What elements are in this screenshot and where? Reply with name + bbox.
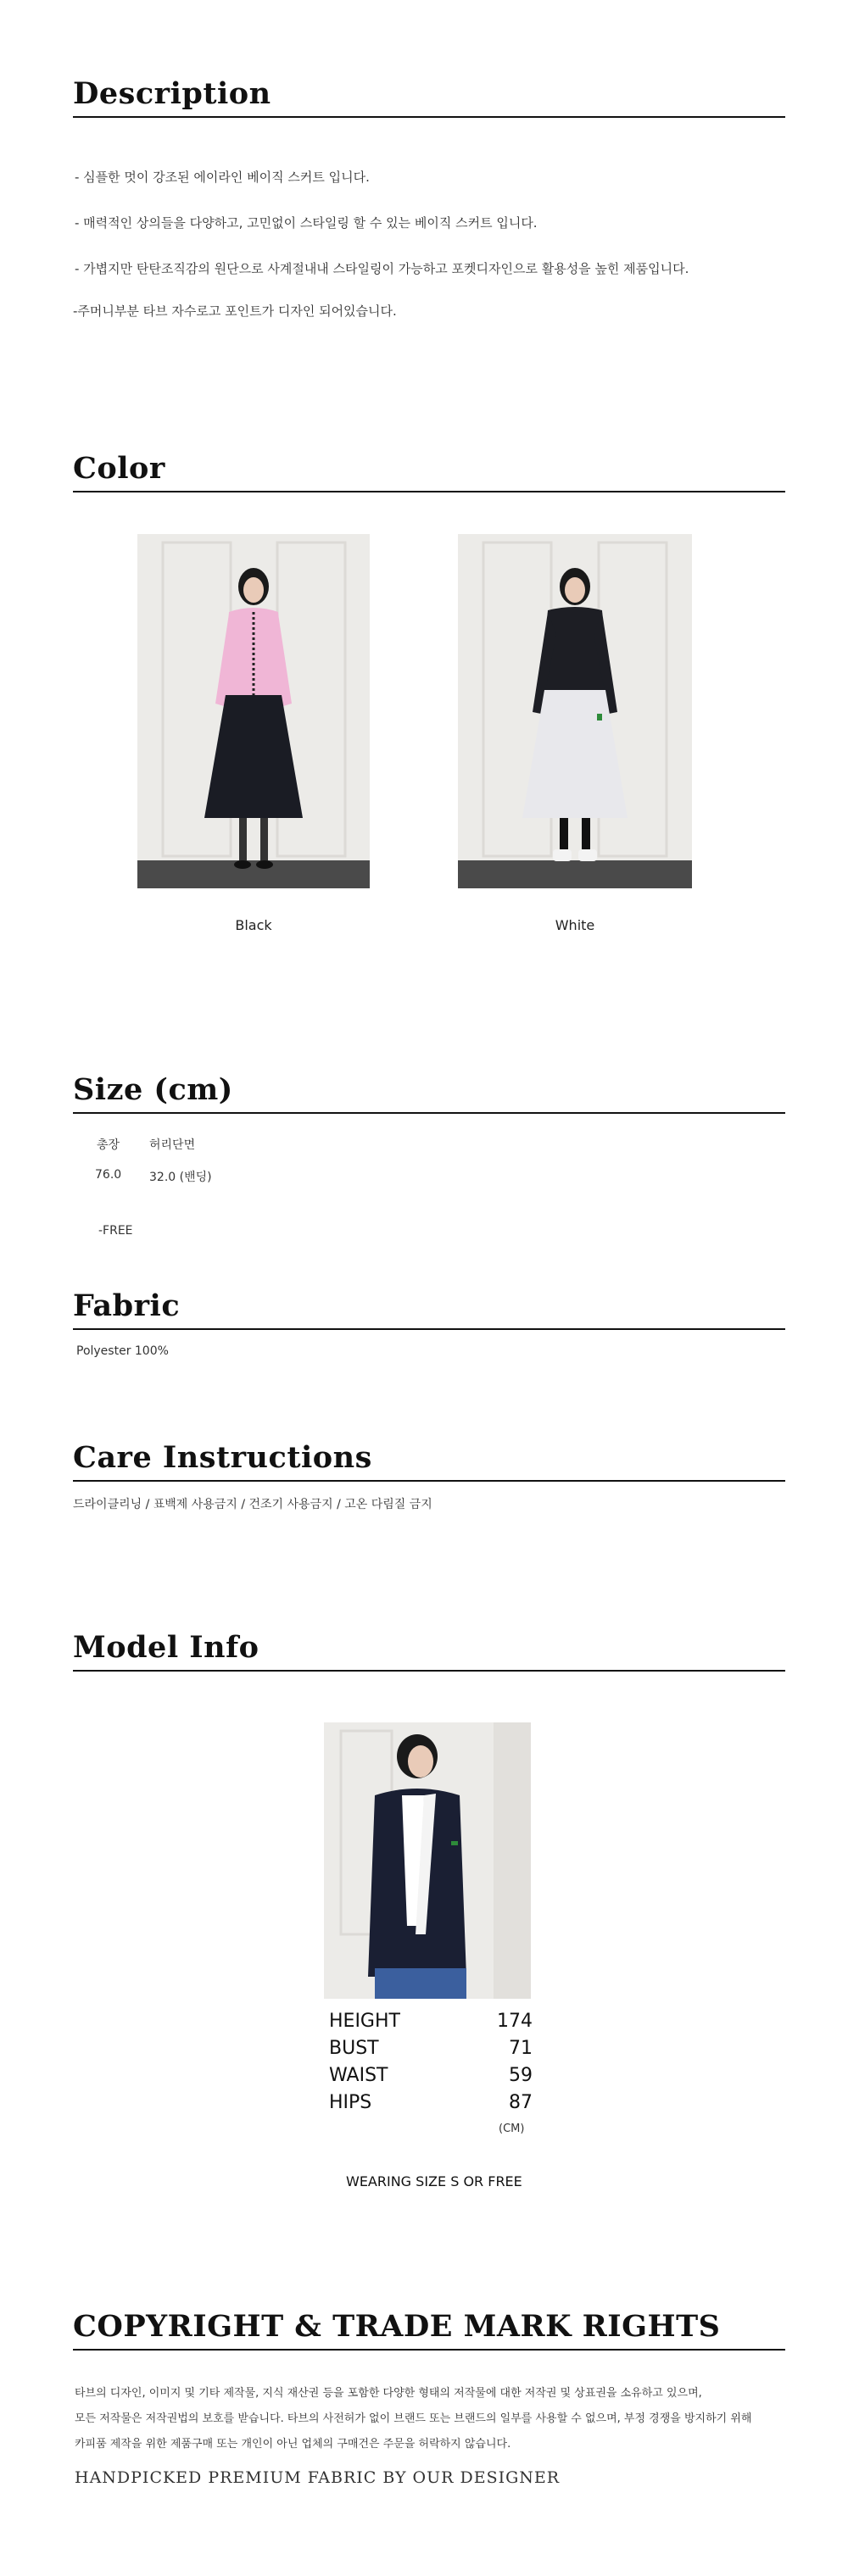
color-label-black: Black: [235, 917, 272, 933]
model-unit: (CM): [499, 2123, 525, 2135]
size-value-waist: 32.0 (밴딩): [149, 1171, 212, 1184]
model-stat-label: HIPS: [329, 2092, 372, 2113]
fabric-text: Polyester 100%: [76, 1344, 169, 1358]
black-skirt-photo: [137, 534, 370, 888]
description-line-2: - 매력적인 상의들을 다양하고, 고민없이 스타일링 할 수 있는 베이직 스커트 입니다.: [75, 215, 538, 231]
description-line-4: -주머니부분 타브 자수로고 포인트가 디자인 되어있습니다.: [73, 303, 397, 319]
model-stat-value: 174: [497, 2011, 533, 2032]
copyright-tagline: HANDPICKED PREMIUM FABRIC BY OUR DESIGNER: [75, 2468, 561, 2487]
copyright-line-2: 모든 저작물은 저작권법의 보호를 받습니다. 타브의 사전허가 없이 브랜드 또는 브랜드의 일부를 사용할 수 없으며, 부정 경쟁을 방지하기 위해: [75, 2412, 752, 2425]
size-title: Size (cm): [73, 1074, 785, 1114]
fabric-title: Fabric: [73, 1290, 785, 1330]
model-stat-label: BUST: [329, 2038, 379, 2059]
model-wearing-size: WEARING SIZE S OR FREE: [346, 2173, 522, 2189]
size-note: -FREE: [98, 1224, 133, 1238]
care-title: Care Instructions: [73, 1442, 785, 1482]
description-line-3: - 가볍지만 탄탄조직감의 원단으로 사계절내내 스타일링이 가능하고 포켓디자인으로 활용성을 높힌 제품입니다.: [75, 261, 689, 276]
copyright-title: COPYRIGHT & TRADE MARK RIGHTS: [73, 2311, 785, 2351]
care-text: 드라이클리닝 / 표백제 사용금지 / 건조기 사용금지 / 고온 다림질 금지: [73, 1498, 432, 1511]
model-stat-label: HEIGHT: [329, 2011, 400, 2032]
model-stat-value: 87: [509, 2092, 533, 2113]
size-value-length: 76.0: [95, 1168, 122, 1182]
model-info-title: Model Info: [73, 1632, 785, 1672]
model-stat-value: 71: [509, 2038, 533, 2059]
size-header-waist: 허리단면: [149, 1138, 196, 1152]
copyright-line-3: 카피품 제작을 위한 제품구매 또는 개인이 아닌 업체의 구매건은 주문을 허락하지 않습니다.: [75, 2438, 511, 2451]
model-photo: [324, 1722, 531, 1999]
color-label-white: White: [555, 917, 595, 933]
description-title: Description: [73, 78, 785, 118]
size-header-length: 총장: [97, 1138, 120, 1152]
model-stat-label: WAIST: [329, 2065, 388, 2086]
white-skirt-photo: [458, 534, 692, 888]
description-line-1: - 심플한 멋이 강조된 에이라인 베이직 스커트 입니다.: [75, 170, 370, 185]
color-title: Color: [73, 453, 785, 492]
copyright-line-1: 타브의 디자인, 이미지 및 기타 제작물, 지식 재산권 등을 포함한 다양한 형태의 저작물에 대한 저작권 및 상표권을 소유하고 있으며,: [75, 2387, 702, 2400]
model-stat-value: 59: [509, 2065, 533, 2086]
